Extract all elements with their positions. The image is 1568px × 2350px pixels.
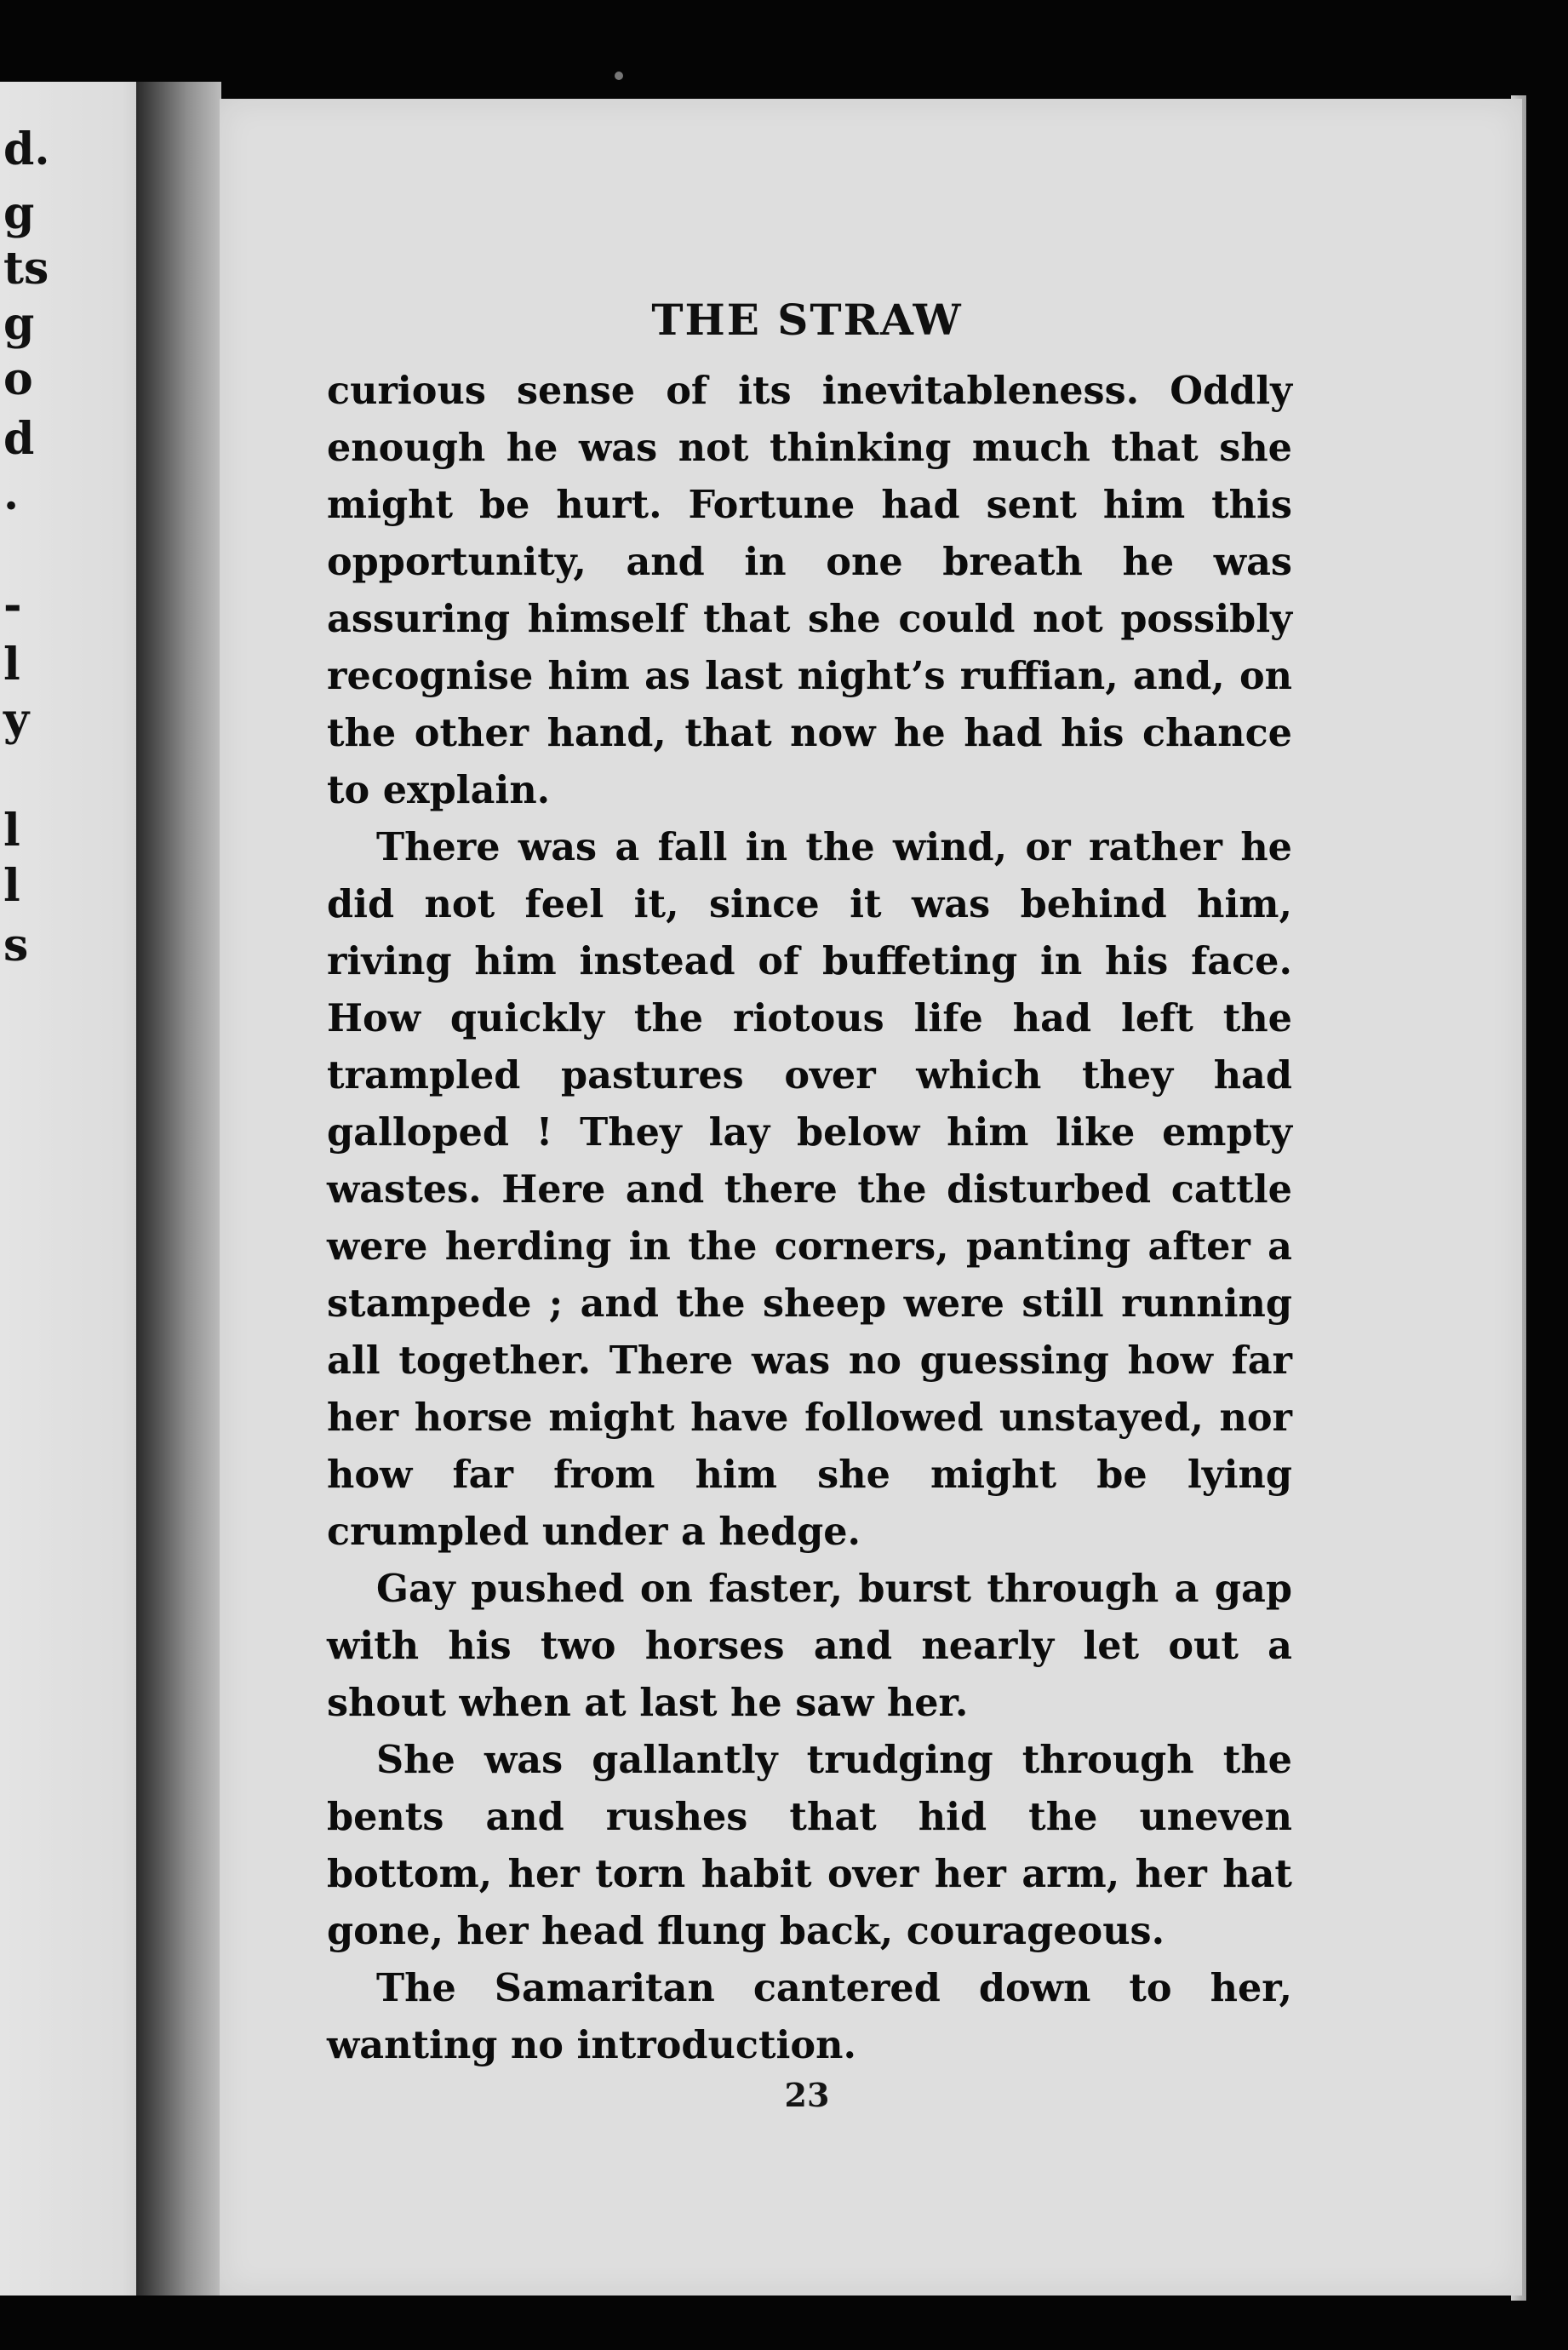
paragraph: There was a fall in the wind, or rather he did not feel it, since it was behind him, riving him instead of buffeting in his face. How quickly the riotous life had left the trampled pastures over which they had galloped ! They lay below him like empty wastes. Here and there the disturbed cattle were herding in the corners, panting after a stampede ; and the sheep were still running all together. There was no guessing how far her horse might have followed unstayed, nor how far from him she might be lying crumpled under a hedge. [327, 825, 1292, 1554]
paragraph: curious sense of its inevitableness. Oddly enough he was not thinking much that she might be hurt. Fortune had sent him this opportunity, and in one breath he was assuring himself that she could not possibly recognise him as last night’s ruffian, and, on the other hand, that now he had his chance to explain. [327, 369, 1292, 812]
paragraph: Gay pushed on faster, burst through a gap with his two horses and nearly let out a shout when at last he saw her. [327, 1567, 1292, 1725]
left-page-fragment: ts [3, 243, 49, 295]
paragraph: The Samaritan cantered down to her, wanting no introduction. [327, 1966, 1292, 2067]
left-page-fragment: g [3, 298, 35, 350]
body-text [327, 363, 1292, 2074]
dust-speck [615, 72, 623, 80]
left-page-fragment: l [3, 805, 20, 857]
left-page-fragment: - [3, 579, 22, 631]
left-page-fragment: y [3, 694, 30, 746]
left-page-fragment: g [3, 187, 35, 239]
left-page-fragment: d. [3, 123, 50, 175]
page-number: 23 [784, 2076, 830, 2114]
book-gutter [136, 82, 221, 2296]
left-page-fragment: l [3, 860, 20, 912]
left-page-fragment: o [3, 353, 33, 405]
paragraph: She was gallantly trudging through the bents and rushes that hid the uneven bottom, her torn habit over her arm, her hat gone, her head flung back, courageous. [327, 1738, 1292, 1953]
left-page-fragment: s [3, 920, 29, 972]
left-page-fragment: l [3, 639, 20, 691]
running-head: THE STRAW [651, 295, 963, 345]
left-page-fragment: d [3, 413, 35, 465]
left-page-fragment: . [3, 468, 20, 520]
book-page [220, 99, 1522, 2296]
